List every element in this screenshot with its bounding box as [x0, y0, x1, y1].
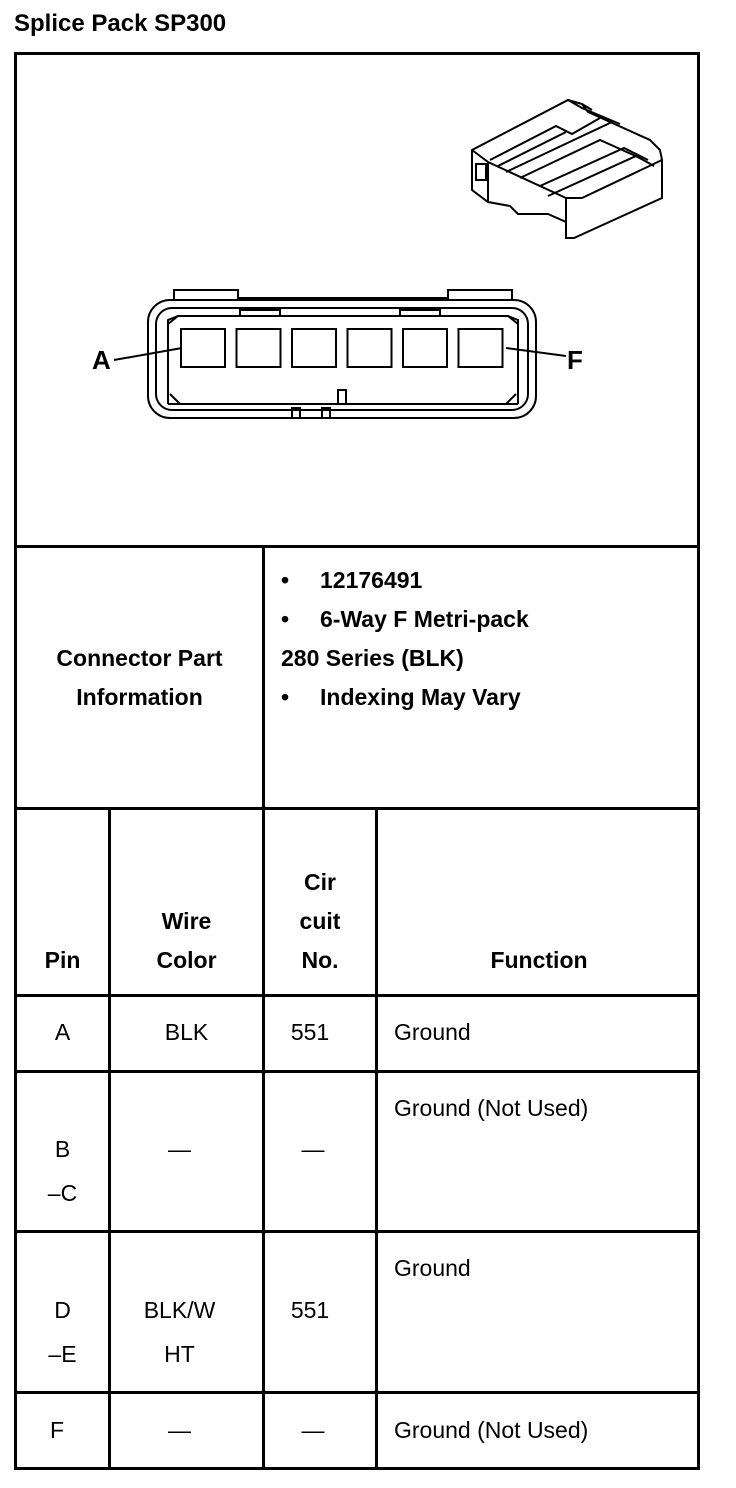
connector-series: 280 Series (BLK) [281, 645, 464, 671]
wire-color-cell-line2: HT [164, 1341, 195, 1367]
pin-cell: A [54, 1019, 71, 1045]
pin-cell: F [49, 1417, 65, 1443]
header-circuit-line2: cuit [299, 908, 341, 934]
function-cell: Ground (Not Used) [394, 1417, 589, 1443]
part-info-label-line1: Connector Part [56, 645, 223, 671]
wire-color-cell: BLK/W [143, 1297, 216, 1323]
pin-cell: B [54, 1136, 71, 1162]
rule-partinfo-bottom [14, 807, 700, 810]
part-number: 12176491 [320, 567, 423, 593]
circuit-cell: 551 [290, 1019, 330, 1045]
connector-type: 6-Way F Metri-pack [320, 606, 529, 632]
indexing-note: Indexing May Vary [320, 684, 521, 710]
pin-f-label: F [567, 345, 583, 375]
connector-face-icon [148, 290, 536, 418]
function-cell: Ground [394, 1255, 471, 1281]
header-pin: Pin [44, 947, 81, 973]
rule-header-bottom [14, 994, 700, 997]
rule-row-bc-bottom [14, 1230, 700, 1233]
rule-table-bottom [14, 1467, 700, 1470]
pin-cell: D [54, 1297, 71, 1323]
rule-row-de-bottom [14, 1391, 700, 1394]
pin-cell-range-end: –E [48, 1341, 77, 1367]
header-wire-line1: Wire [161, 908, 212, 934]
rule-row-a-bottom [14, 1070, 700, 1073]
connector-diagram [0, 0, 736, 560]
rule-diagram-bottom [14, 545, 700, 548]
circuit-cell: — [301, 1417, 325, 1443]
part-info-label-line2: Information [76, 684, 203, 710]
pin-cell-range-end: –C [47, 1180, 78, 1206]
rule-col-function-left [375, 807, 378, 1470]
function-cell: Ground (Not Used) [394, 1095, 589, 1121]
header-function: Function [490, 947, 588, 973]
rule-col-circuit-left [262, 545, 265, 1470]
wire-color-cell: BLK [164, 1019, 209, 1045]
wire-color-cell: — [168, 1417, 191, 1443]
circuit-cell: 551 [290, 1297, 330, 1323]
header-circuit-line3: No. [301, 947, 339, 973]
page-title: Splice Pack SP300 [14, 10, 227, 37]
circuit-cell: — [301, 1136, 325, 1162]
function-cell: Ground [394, 1019, 471, 1045]
connector-iso-icon [472, 100, 662, 238]
header-circuit-line1: Cir [304, 869, 336, 895]
bullet-marker: • [281, 684, 290, 710]
wire-color-cell: — [168, 1136, 191, 1162]
bullet-marker: • [281, 567, 290, 593]
pin-a-label: A [92, 345, 111, 375]
header-wire-line2: Color [156, 947, 217, 973]
bullet-marker: • [281, 606, 290, 632]
